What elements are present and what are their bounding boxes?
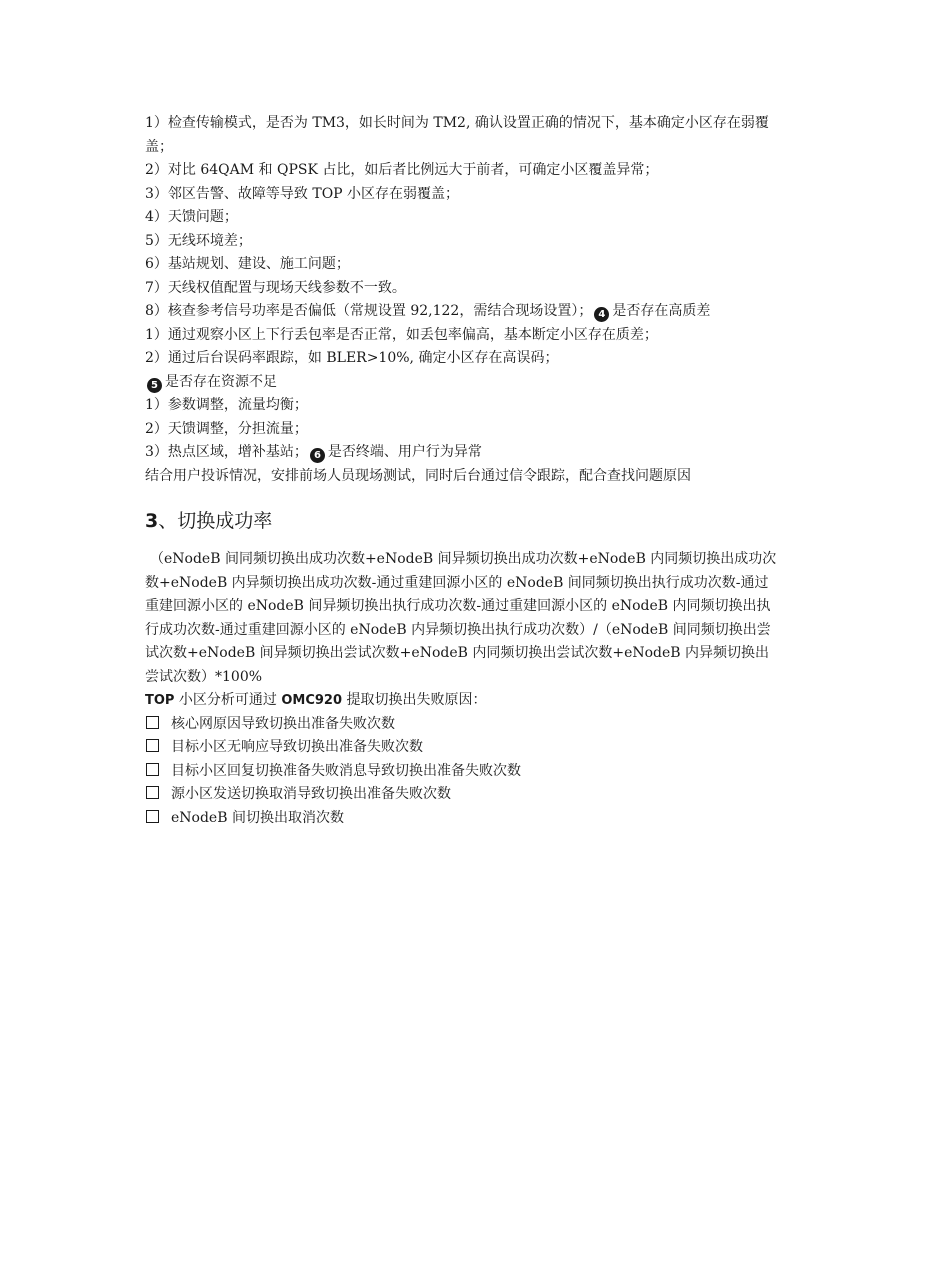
list-item: 5）无线环境差； bbox=[145, 232, 252, 249]
list-item: 2）通过后台误码率跟踪，如 BLER>10%, 确定小区存在高误码； bbox=[145, 350, 559, 366]
checklist-item-text: 目标小区无响应导致切换出准备失败次数 bbox=[171, 739, 423, 755]
list-item: 3）邻区告警、故障等导致 TOP 小区存在弱覆盖； bbox=[145, 185, 460, 202]
list-item: 4）天馈问题； bbox=[145, 209, 238, 225]
list-item: 2）对比 64QAM 和 QPSK 占比，如后者比例远大于前者，可确定小区覆盖异常； bbox=[145, 162, 659, 178]
circled-number-icon: 6 bbox=[310, 448, 325, 463]
list-item bbox=[145, 300, 785, 324]
heading-title: 、切换成功率 bbox=[158, 510, 273, 532]
list-item: 6）基站规划、建设、施工问题； bbox=[145, 256, 350, 272]
checklist-item-text: 目标小区回复切换准备失败消息导致切换出准备失败次数 bbox=[171, 762, 521, 779]
circled-number-icon: 5 bbox=[147, 378, 162, 393]
top-line-mid: 小区分析可通过 bbox=[174, 692, 282, 708]
failure-reason-checklist bbox=[145, 713, 785, 831]
quality-section-title: 是否存在高质差 bbox=[612, 303, 711, 319]
section-title-text: 是否存在资源不足 bbox=[165, 373, 277, 390]
checkbox-icon bbox=[146, 786, 159, 799]
checklist-item bbox=[145, 807, 785, 831]
resource-list bbox=[145, 394, 785, 465]
checkbox-icon bbox=[146, 739, 159, 752]
top-line-tail: 提取切换出失败原因： bbox=[342, 692, 487, 708]
section-heading bbox=[145, 508, 785, 534]
checklist-item bbox=[145, 760, 785, 784]
checklist-item bbox=[145, 736, 785, 760]
quality-list bbox=[145, 324, 785, 371]
list-item-text: 3）热点区域，增补基站； bbox=[145, 444, 308, 460]
formula-paragraph: （eNodeB 间同频切换出成功次数+eNodeB 间异频切换出成功次数+eNodeB 内同频切换出成功次数+eNodeB 内异频切换出成功次数-通过重建回源小区的 eNodeB 间同频切换出执行成功次数-通过重建回源小区的 eNodeB 间异频切换出执行成功次数-通过重建回源小区的 eNodeB 内同频切换出执行成功次数-通过重建回源小区的 eNodeB 内异频切换出执行成功次数）/（eNodeB 间同频切换出尝试次数+eNodeB 间异频切换出尝试次数+eNodeB 内同频切换出尝试次数+eNodeB 内异频切换出尝试次数）*100% bbox=[145, 551, 777, 685]
list-item-text: 8）核查参考信号功率是否偏低（常规设置 92,122，需结合现场设置）； bbox=[145, 303, 593, 319]
list-item: 1）参数调整，流量均衡； bbox=[145, 397, 308, 413]
omc-label: OMC920 bbox=[281, 693, 343, 708]
list-item: 2）天馈调整，分担流量； bbox=[145, 420, 308, 437]
checkbox-icon bbox=[146, 716, 159, 729]
circled-number-icon: 4 bbox=[594, 307, 609, 322]
closing-paragraph: 结合用户投诉情况，安排前场人员现场测试，同时后台通过信令跟踪，配合查找问题原因 bbox=[145, 467, 691, 484]
resource-section-title bbox=[145, 371, 785, 395]
checklist-item-text: eNodeB 间切换出取消次数 bbox=[171, 809, 344, 826]
checkbox-icon bbox=[146, 763, 159, 776]
top-label: TOP bbox=[145, 693, 175, 708]
checklist-item bbox=[145, 713, 785, 737]
heading-number: 3 bbox=[145, 510, 159, 532]
checkbox-icon bbox=[146, 810, 159, 823]
checklist-item bbox=[145, 783, 785, 807]
top-analysis-line bbox=[145, 689, 785, 713]
terminal-section-title: 是否终端、用户行为异常 bbox=[327, 444, 482, 460]
list-item: 7）天线权值配置与现场天线参数不一致。 bbox=[145, 279, 406, 296]
weak-coverage-list bbox=[145, 112, 785, 324]
checklist-item-text: 核心网原因导致切换出准备失败次数 bbox=[171, 715, 395, 732]
checklist-item-text: 源小区发送切换取消导致切换出准备失败次数 bbox=[171, 786, 451, 802]
list-item: 1）检查传输模式，是否为 TM3，如长时间为 TM2, 确认设置正确的情况下，基本确定小区存在弱覆盖； bbox=[145, 115, 769, 155]
list-item bbox=[145, 441, 785, 465]
list-item: 1）通过观察小区上下行丢包率是否正常，如丢包率偏高，基本断定小区存在质差； bbox=[145, 326, 658, 343]
document-body bbox=[145, 112, 785, 830]
